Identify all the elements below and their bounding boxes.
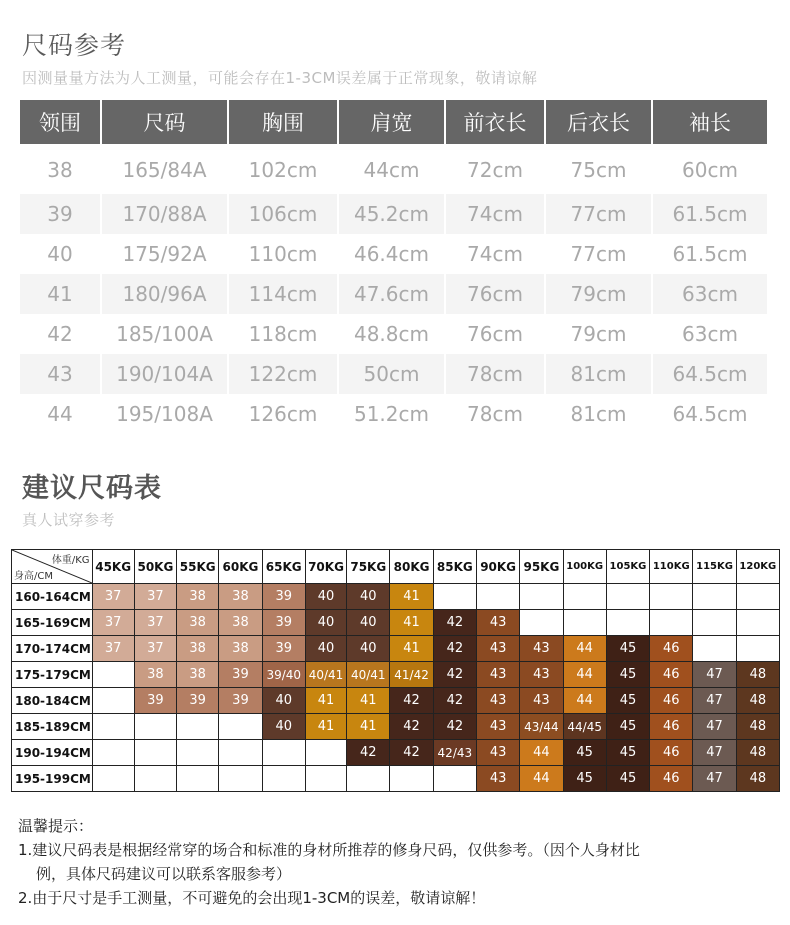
recommend-chart-title: 建议尺码表 (22, 473, 162, 504)
size-cell: 46 (650, 740, 693, 766)
empty-cell (606, 584, 649, 610)
size-cell: 38 (177, 662, 219, 688)
table-cell: 175/92A (101, 234, 228, 274)
size-cell: 43 (476, 766, 519, 792)
weight-header: 65KG (262, 550, 305, 584)
size-cell: 40 (347, 636, 390, 662)
size-cell: 42 (347, 740, 390, 766)
size-chart-subtitle: 因测量量方法为人工测量，可能会存在1-3CM误差属于正常现象，敬请谅解 (22, 69, 538, 87)
size-cell: 48 (736, 662, 779, 688)
size-cell: 39/40 (262, 662, 305, 688)
size-cell: 37 (92, 584, 134, 610)
empty-cell (305, 740, 346, 766)
table-cell: 45.2cm (338, 194, 445, 234)
empty-cell (650, 584, 693, 610)
empty-cell (693, 584, 736, 610)
table-row (20, 194, 767, 234)
empty-cell (390, 766, 433, 792)
empty-cell (693, 636, 736, 662)
table-cell: 63cm (652, 314, 767, 354)
grid-row (12, 610, 780, 636)
size-cell: 43 (520, 688, 563, 714)
size-cell: 42 (433, 714, 476, 740)
size-cell: 47 (693, 688, 736, 714)
size-cell: 44 (563, 688, 606, 714)
grid-row (12, 688, 780, 714)
weight-header: 75KG (347, 550, 390, 584)
size-cell: 43 (476, 740, 519, 766)
size-cell: 38 (177, 636, 219, 662)
empty-cell (305, 766, 346, 792)
size-cell: 42 (433, 636, 476, 662)
table-cell: 50cm (338, 354, 445, 394)
table-cell: 39 (20, 194, 101, 234)
size-cell: 43 (476, 610, 519, 636)
table-cell: 195/108A (101, 394, 228, 434)
table-cell: 185/100A (101, 314, 228, 354)
weight-header: 115KG (693, 550, 736, 584)
size-cell: 39 (219, 662, 262, 688)
empty-cell (92, 714, 134, 740)
size-cell: 42 (433, 688, 476, 714)
table-cell: 180/96A (101, 274, 228, 314)
size-cell: 39 (262, 584, 305, 610)
table-cell: 38 (20, 144, 101, 194)
table-row (20, 144, 767, 194)
table-cell: 64.5cm (652, 354, 767, 394)
column-header: 领围 (20, 100, 101, 144)
empty-cell (177, 766, 219, 792)
weight-header: 95KG (520, 550, 563, 584)
size-cell: 44 (563, 636, 606, 662)
table-cell: 78cm (445, 354, 545, 394)
size-cell: 38 (219, 636, 262, 662)
weight-header: 70KG (305, 550, 346, 584)
weight-header: 45KG (92, 550, 134, 584)
size-cell: 40 (262, 714, 305, 740)
table-cell: 126cm (228, 394, 338, 434)
weight-header: 50KG (134, 550, 176, 584)
table-cell: 74cm (445, 234, 545, 274)
empty-cell (134, 740, 176, 766)
table-cell: 61.5cm (652, 234, 767, 274)
empty-cell (736, 584, 779, 610)
size-cell: 43 (476, 636, 519, 662)
empty-cell (736, 610, 779, 636)
size-cell: 37 (134, 636, 176, 662)
weight-header: 90KG (476, 550, 519, 584)
table-row (20, 394, 767, 434)
weight-header: 100KG (563, 550, 606, 584)
empty-cell (520, 584, 563, 610)
empty-cell (476, 584, 519, 610)
table-cell: 61.5cm (652, 194, 767, 234)
size-cell: 44 (563, 662, 606, 688)
size-cell: 45 (606, 636, 649, 662)
tips-section (18, 814, 640, 910)
size-cell: 41 (347, 688, 390, 714)
table-row (20, 354, 767, 394)
height-header: 170-174CM (12, 636, 93, 662)
empty-cell (736, 636, 779, 662)
size-cell: 40 (347, 584, 390, 610)
empty-cell (177, 714, 219, 740)
tip-1-continued: 例，具体尺码建议可以联系客服参考） (36, 865, 292, 883)
size-cell: 48 (736, 740, 779, 766)
weight-header: 85KG (433, 550, 476, 584)
table-cell: 60cm (652, 144, 767, 194)
size-cell: 45 (606, 766, 649, 792)
table-cell: 74cm (445, 194, 545, 234)
size-cell: 41 (347, 714, 390, 740)
size-chart-title: 尺码参考 (22, 31, 127, 60)
column-header: 后衣长 (545, 100, 652, 144)
recommend-chart-subtitle: 真人试穿参考 (22, 511, 116, 529)
empty-cell (433, 584, 476, 610)
size-cell: 38 (219, 610, 262, 636)
empty-cell (262, 740, 305, 766)
empty-cell (92, 662, 134, 688)
size-cell: 47 (693, 662, 736, 688)
table-cell: 102cm (228, 144, 338, 194)
empty-cell (347, 766, 390, 792)
size-cell: 40 (305, 610, 346, 636)
table-cell: 42 (20, 314, 101, 354)
grid-row (12, 740, 780, 766)
table-header-row (20, 100, 767, 144)
table-cell: 77cm (545, 194, 652, 234)
grid-row (12, 714, 780, 740)
size-cell: 42 (390, 688, 433, 714)
table-cell: 72cm (445, 144, 545, 194)
weight-header: 80KG (390, 550, 433, 584)
empty-cell (520, 610, 563, 636)
table-cell: 40 (20, 234, 101, 274)
size-cell: 45 (563, 740, 606, 766)
table-cell: 44 (20, 394, 101, 434)
size-cell: 42 (390, 714, 433, 740)
table-cell: 47.6cm (338, 274, 445, 314)
table-row (20, 274, 767, 314)
table-cell: 41 (20, 274, 101, 314)
table-row (20, 314, 767, 354)
size-cell: 48 (736, 714, 779, 740)
size-cell: 37 (134, 610, 176, 636)
size-cell: 40 (305, 636, 346, 662)
table-cell: 81cm (545, 354, 652, 394)
table-cell: 76cm (445, 274, 545, 314)
size-cell: 46 (650, 688, 693, 714)
grid-row (12, 584, 780, 610)
size-cell: 43 (520, 662, 563, 688)
size-cell: 45 (606, 688, 649, 714)
height-header: 165-169CM (12, 610, 93, 636)
height-axis-label: 身高/CM (14, 571, 53, 582)
size-cell: 39 (177, 688, 219, 714)
size-cell: 45 (606, 662, 649, 688)
size-cell: 46 (650, 662, 693, 688)
column-header: 胸围 (228, 100, 338, 144)
table-cell: 190/104A (101, 354, 228, 394)
size-cell: 45 (606, 714, 649, 740)
size-cell: 40 (347, 610, 390, 636)
size-reference-table (20, 100, 767, 434)
size-cell: 47 (693, 714, 736, 740)
size-cell: 37 (92, 636, 134, 662)
empty-cell (433, 766, 476, 792)
size-cell: 48 (736, 688, 779, 714)
column-header: 肩宽 (338, 100, 445, 144)
size-cell: 47 (693, 740, 736, 766)
size-recommendation-grid (11, 549, 780, 792)
size-cell: 46 (650, 636, 693, 662)
height-header: 190-194CM (12, 740, 93, 766)
weight-header: 105KG (606, 550, 649, 584)
empty-cell (262, 766, 305, 792)
table-cell: 75cm (545, 144, 652, 194)
size-cell: 48 (736, 766, 779, 792)
table-cell: 46.4cm (338, 234, 445, 274)
empty-cell (563, 610, 606, 636)
weight-header: 60KG (219, 550, 262, 584)
size-cell: 39 (219, 688, 262, 714)
table-cell: 110cm (228, 234, 338, 274)
size-cell: 46 (650, 714, 693, 740)
empty-cell (92, 688, 134, 714)
table-cell: 43 (20, 354, 101, 394)
empty-cell (134, 766, 176, 792)
size-cell: 38 (177, 610, 219, 636)
size-cell: 39 (262, 610, 305, 636)
size-cell: 41/42 (390, 662, 433, 688)
weight-header-row (12, 550, 780, 584)
size-cell: 42 (390, 740, 433, 766)
size-cell: 42/43 (433, 740, 476, 766)
height-header: 195-199CM (12, 766, 93, 792)
size-cell: 41 (390, 610, 433, 636)
table-cell: 79cm (545, 314, 652, 354)
grid-corner-cell (12, 550, 93, 584)
size-cell: 43 (476, 662, 519, 688)
size-cell: 39 (134, 688, 176, 714)
empty-cell (134, 714, 176, 740)
table-cell: 44cm (338, 144, 445, 194)
size-cell: 44 (520, 740, 563, 766)
table-cell: 118cm (228, 314, 338, 354)
table-cell: 51.2cm (338, 394, 445, 434)
size-cell: 37 (134, 584, 176, 610)
table-cell: 78cm (445, 394, 545, 434)
table-cell: 122cm (228, 354, 338, 394)
size-cell: 47 (693, 766, 736, 792)
table-cell: 81cm (545, 394, 652, 434)
empty-cell (219, 766, 262, 792)
size-cell: 37 (92, 610, 134, 636)
height-header: 175-179CM (12, 662, 93, 688)
weight-header: 55KG (177, 550, 219, 584)
grid-row (12, 766, 780, 792)
height-header: 160-164CM (12, 584, 93, 610)
table-cell: 77cm (545, 234, 652, 274)
empty-cell (219, 714, 262, 740)
table-cell: 64.5cm (652, 394, 767, 434)
table-row (20, 234, 767, 274)
size-cell: 38 (134, 662, 176, 688)
size-cell: 41 (305, 688, 346, 714)
size-cell: 39 (262, 636, 305, 662)
weight-axis-label: 体重/KG (51, 555, 90, 566)
size-cell: 40/41 (305, 662, 346, 688)
table-cell: 76cm (445, 314, 545, 354)
column-header: 袖长 (652, 100, 767, 144)
table-cell: 63cm (652, 274, 767, 314)
empty-cell (177, 740, 219, 766)
weight-header: 110KG (650, 550, 693, 584)
size-cell: 41 (390, 636, 433, 662)
tips-heading: 温馨提示： (18, 817, 94, 835)
size-cell: 43/44 (520, 714, 563, 740)
size-cell: 45 (606, 740, 649, 766)
size-cell: 41 (390, 584, 433, 610)
grid-row (12, 662, 780, 688)
table-cell: 79cm (545, 274, 652, 314)
size-cell: 41 (305, 714, 346, 740)
empty-cell (650, 610, 693, 636)
empty-cell (92, 740, 134, 766)
empty-cell (219, 740, 262, 766)
size-cell: 38 (177, 584, 219, 610)
empty-cell (563, 584, 606, 610)
grid-row (12, 636, 780, 662)
table-cell: 106cm (228, 194, 338, 234)
size-cell: 42 (433, 662, 476, 688)
column-header: 尺码 (101, 100, 228, 144)
weight-header: 120KG (736, 550, 779, 584)
height-header: 185-189CM (12, 714, 93, 740)
table-cell: 165/84A (101, 144, 228, 194)
column-header: 前衣长 (445, 100, 545, 144)
size-cell: 40 (305, 584, 346, 610)
size-cell: 43 (476, 688, 519, 714)
size-cell: 43 (476, 714, 519, 740)
size-cell: 45 (563, 766, 606, 792)
size-cell: 40/41 (347, 662, 390, 688)
tip-2: 2.由于尺寸是手工测量，不可避免的会出现1-3CM的误差，敬请谅解！ (18, 889, 486, 907)
height-header: 180-184CM (12, 688, 93, 714)
size-cell: 43 (520, 636, 563, 662)
empty-cell (92, 766, 134, 792)
table-cell: 114cm (228, 274, 338, 314)
size-cell: 46 (650, 766, 693, 792)
table-cell: 170/88A (101, 194, 228, 234)
table-cell: 48.8cm (338, 314, 445, 354)
size-cell: 38 (219, 584, 262, 610)
size-cell: 40 (262, 688, 305, 714)
size-cell: 44/45 (563, 714, 606, 740)
empty-cell (693, 610, 736, 636)
tip-1: 1.建议尺码表是根据经常穿的场合和标准的身材所推荐的修身尺码，仅供参考。（因个人身材比 (18, 841, 640, 859)
empty-cell (606, 610, 649, 636)
size-cell: 42 (433, 610, 476, 636)
size-cell: 44 (520, 766, 563, 792)
